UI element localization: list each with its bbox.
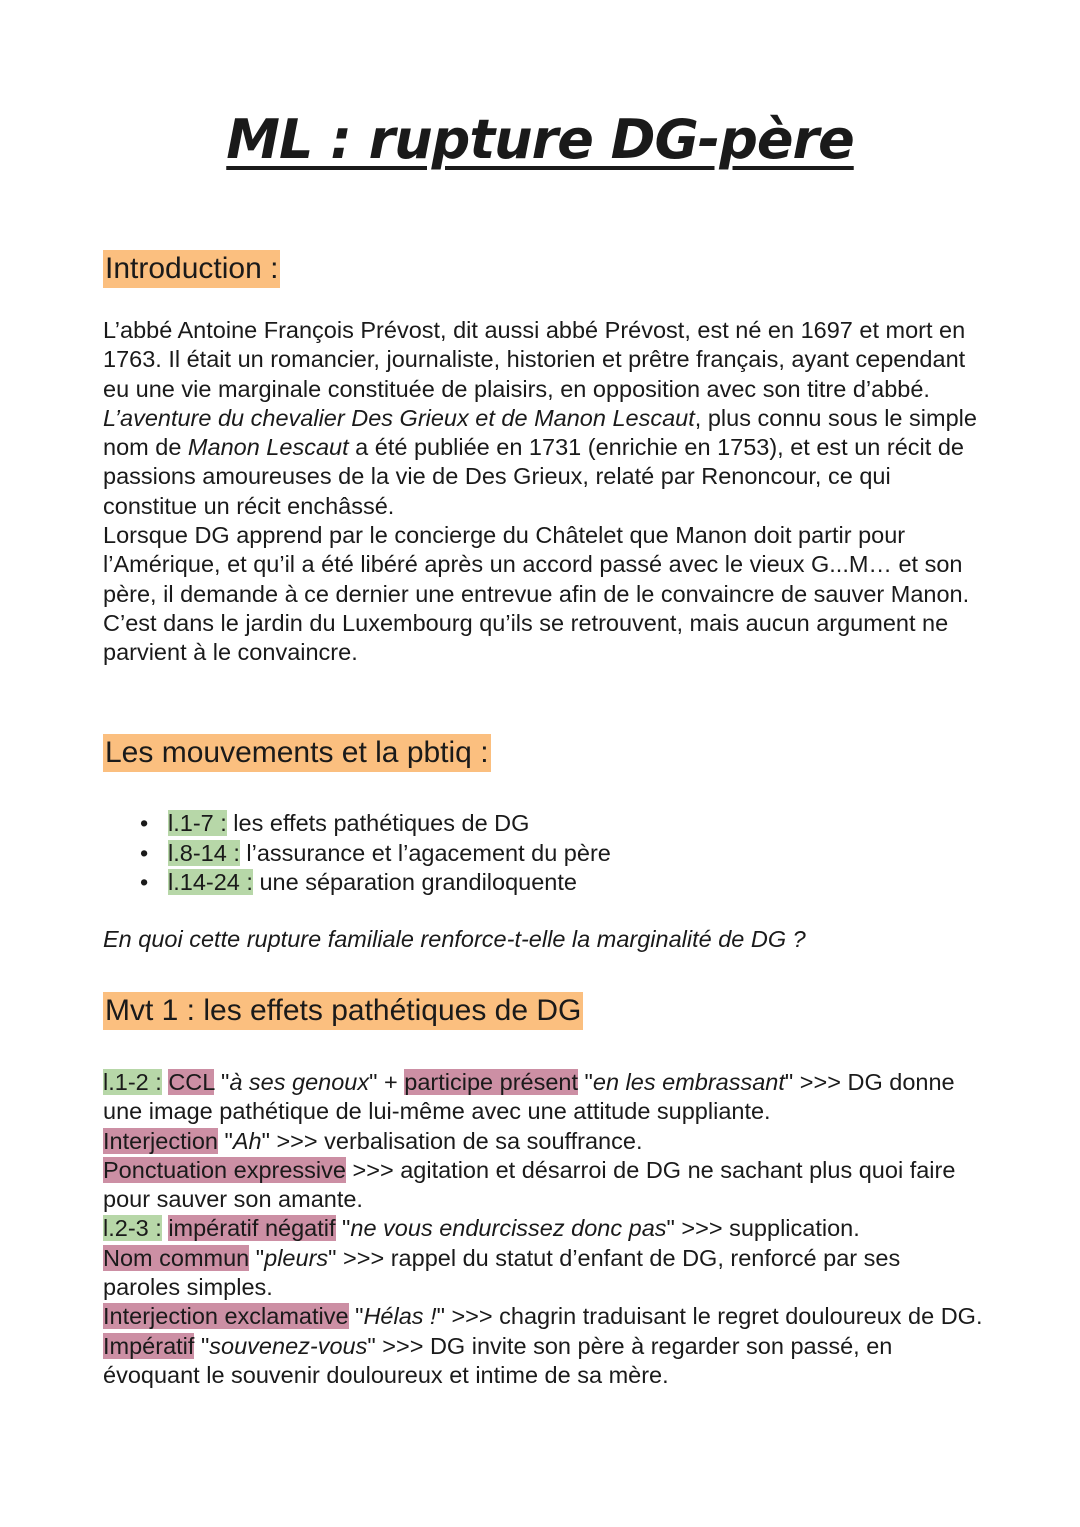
intro-paragraph-work: L’aventure du chevalier Des Grieux et de Manon Lescaut, plus connu sous le simple nom de Manon Lescaut a été publiée en 1731 (enrichie en 1753), et est un récit de passions amoureuses de la vie de Des Grieux, relaté par Renoncour, ce qui constitue un récit enchâssé. [103, 404, 977, 519]
analysis-line: Interjection "Ah" >>> verbalisation de sa souffrance. [103, 1127, 643, 1154]
intro-paragraph-author: L’abbé Antoine François Prévost, dit aussi abbé Prévost, est né en 1697 et mort en 1763. Il était un romancier, journaliste, historien et prêtre français, ayant cependant eu une vie marginale constituée de plaisirs, en opposition avec son titre d’abbé. [103, 317, 966, 402]
list-item: • l.14-24 : une séparation grandiloquente [140, 868, 611, 898]
analysis-line: Interjection exclamative "Hélas !" >>> chagrin traduisant le regret douloureux de DG. [103, 1303, 983, 1330]
problematic-question: En quoi cette rupture familiale renforce-t-elle la marginalité de DG ? [103, 926, 806, 952]
heading-introduction: Introduction : [103, 250, 280, 288]
page-title: ML : rupture DG-père [226, 108, 854, 171]
list-item: • l.1-7 : les effets pathétiques de DG [140, 809, 611, 839]
analysis-line: Ponctuation expressive >>> agitation et désarroi de DG ne sachant plus quoi faire pour sauver son amante. [103, 1156, 956, 1213]
intro-paragraph-context: Lorsque DG apprend par le concierge du Châtelet que Manon doit partir pour l’Amérique, et qu’il a été libéré après un accord passé avec le vieux G...M… et son père, il demande à ce dernier une entrevue afin de le convaincre de sauver Manon. C’est dans le jardin du Luxembourg qu’ils se retrouvent, mais aucun argument ne parvient à le convaincre. [103, 522, 970, 666]
analysis-line: Impératif "souvenez-vous" >>> DG invite son père à regarder son passé, en évoquant le souvenir douloureux et intime de sa mère. [103, 1332, 893, 1388]
heading-mvt1: Mvt 1 : les effets pathétiques de DG [103, 992, 583, 1030]
analysis-line: Nom commun "pleurs" >>> rappel du statut d’enfant de DG, renforcé par ses paroles simples. [103, 1244, 901, 1301]
list-item: • l.8-14 : l’assurance et l’agacement du père [140, 839, 611, 869]
movements-list [140, 809, 611, 898]
mvt1-analysis [103, 1068, 983, 1390]
analysis-line: l.1-2 : CCL "à ses genoux" + participe présent "en les embrassant" >>> DG donne une image pathétique de lui-même avec une attitude suppliante. [103, 1069, 955, 1125]
introduction-text [103, 316, 983, 668]
analysis-line: l.2-3 : impératif négatif "ne vous endurcissez donc pas" >>> supplication. [103, 1215, 860, 1242]
heading-movements: Les mouvements et la pbtiq : [103, 734, 491, 772]
